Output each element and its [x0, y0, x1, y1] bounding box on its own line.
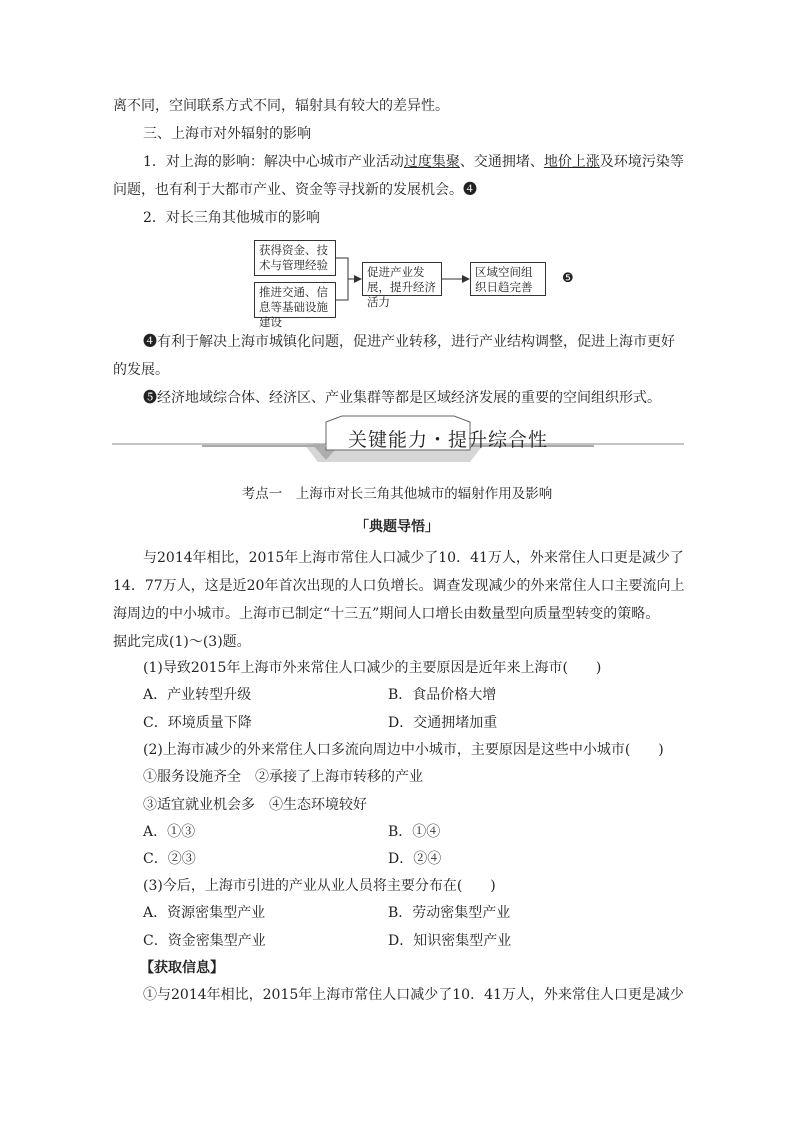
- text-line: 2．对长三角其他城市的影响: [143, 210, 320, 226]
- option-c: C．环境质量下降: [143, 715, 252, 731]
- question-1: (1)导致2015年上海市外来常住人口减少的主要原因是近年来上海市( ): [143, 660, 602, 676]
- note-line: 的发展。: [113, 362, 169, 378]
- option-b: B．①④: [388, 824, 441, 840]
- note-marker-5: ❺: [562, 271, 574, 286]
- option-d: D．②④: [388, 851, 442, 867]
- option-c: C．②③: [143, 851, 196, 867]
- question-3: (3)今后，上海市引进的产业从业人员将主要分布在( ): [143, 878, 496, 894]
- option-a: A．①③: [143, 824, 196, 840]
- question-2: (2)上海市减少的外来常住人口多流向周边中小城市，主要原因是这些中小城市( ): [143, 742, 664, 758]
- text-line: 问题，也有利于大都市产业、资金等寻找新的发展机会。❹: [113, 182, 477, 198]
- diagram-arrows: [330, 240, 480, 320]
- diagram-box-funds: 获得资金、技术与管理经验: [254, 240, 336, 276]
- note-line: ❺经济地域综合体、经济区、产业集群等都是区域经济发展的重要的空间组织形式。: [143, 390, 661, 406]
- stem-line: 与2014年相比，2015年上海市常住人口减少了10．41万人，外来常住人口更是减少了: [143, 550, 684, 566]
- note-line: ❹有利于解决上海市城镇化问题，促进产业转移，进行产业结构调整，促进上海市更好: [143, 334, 675, 350]
- note-marker-4: ❹: [463, 182, 477, 198]
- question-2-items: ①服务设施齐全 ②承接了上海市转移的产业: [143, 769, 423, 785]
- kaodian-heading: 考点一 上海市对长三角其他城市的辐射作用及影响: [241, 486, 553, 502]
- section-heading: 三、上海市对外辐射的影响: [143, 126, 311, 142]
- diagram-box-spatial: 区域空间组织日趋完善: [470, 262, 546, 296]
- question-2-items: ③适宜就业机会多 ④生态环境较好: [143, 797, 367, 813]
- banner-title: 关键能力・提升综合性: [347, 429, 548, 451]
- option-a: A．资源密集型产业: [143, 905, 266, 921]
- option-a: A．产业转型升级: [143, 687, 252, 703]
- option-b: B．食品价格大增: [388, 687, 497, 703]
- text-line: 离不同，空间联系方式不同，辐射具有较大的差异性。: [113, 98, 449, 114]
- diagram-box-industry: 促进产业发展，提升经济活力: [362, 262, 442, 296]
- option-b: B．劳动密集型产业: [388, 905, 511, 921]
- option-c: C．资金密集型产业: [143, 933, 266, 949]
- stem-line: 海周边的中小城市。上海市已制定“十三五”期间人口增长由数量型向质量型转变的策略。: [113, 606, 660, 622]
- option-d: D．知识密集型产业: [388, 933, 512, 949]
- info-line: ①与2014年相比，2015年上海市常住人口减少了10．41万人，外来常住人口更是减少: [143, 987, 684, 1003]
- dianti-heading: 「典题导悟」: [355, 519, 439, 535]
- option-d: D．交通拥堵加重: [388, 715, 498, 731]
- stem-line: 14．77万人，这是近20年首次出现的人口负增长。调查发现减少的外来常住人口主要流向上: [113, 578, 685, 594]
- diagram-box-infrastructure: 推进交通、信息等基础设施建设: [254, 282, 336, 318]
- stem-line: 据此完成(1)～(3)题。: [113, 634, 251, 650]
- info-heading: 【获取信息】: [140, 960, 224, 976]
- text-line: 1．对上海的影响：解决中心城市产业活动过度集聚、交通拥堵、地价上涨及环境污染等: [143, 154, 684, 170]
